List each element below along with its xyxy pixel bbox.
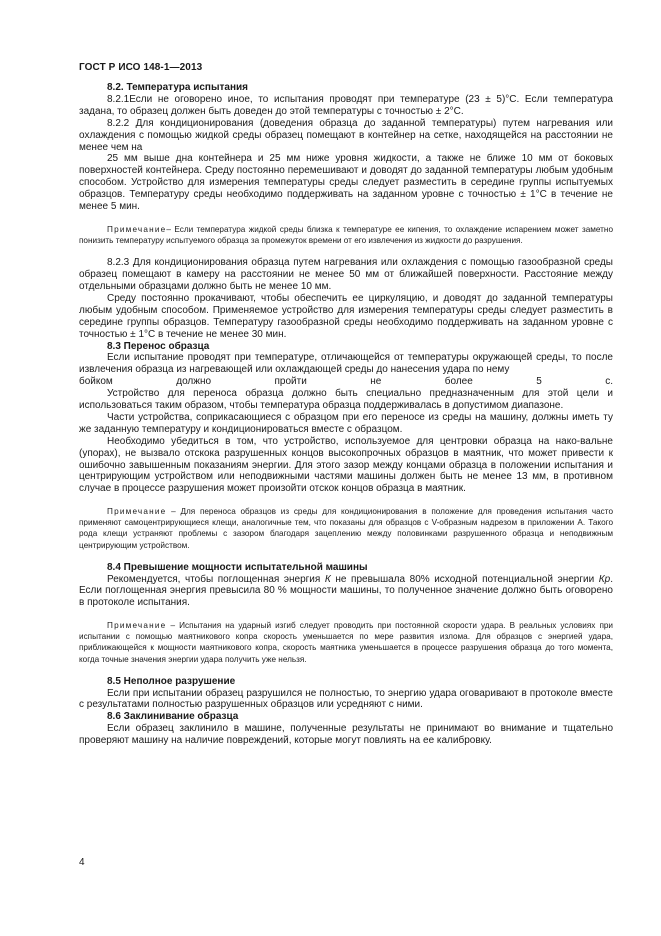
text-run: . Если поглощенная энергия превысила 80 % мощности машины, то полученное значение должно быть оговорено в протоколе испытания. bbox=[79, 573, 613, 609]
document-body bbox=[79, 82, 613, 747]
note-label: Примечание bbox=[107, 507, 167, 517]
word: с. bbox=[605, 376, 613, 388]
note-text: – Испытания на ударный изгиб следует проводить при постоянной скорости удара. В реальных условиях при испытании с помощью маятникового копра скорость уменьшается по мере развития излома. Для образцов с энергией удара, приближающейся к мощности маятникового копра, скорость маятника уменьшается в процессе разрушения образца до того момента, когда точные значения энергии удара получить уже нельзя. bbox=[79, 621, 613, 664]
word: 5 bbox=[536, 376, 542, 388]
note-8-3 bbox=[79, 506, 613, 550]
symbol-k: К bbox=[324, 573, 331, 585]
section-heading-8-5: 8.5 Неполное разрушение bbox=[107, 675, 236, 687]
paragraph-8-3-4: Необходимо убедиться в том, что устройство, используемое для центровки образца на нако-вальне (упорах), не вызвало отскока разрушенных концов высокопрочных образцов в маятник, что может привести к ошибочно завышенным показаниям энергии. Для этого зазор между концами образца в положении испытания и центрирующим устройством или неподвижными частями машины должен быть не менее 13 мм, в противном случае в процессе разрушения может произойти отскок концов образца в маятник. bbox=[79, 435, 613, 495]
word: должно bbox=[176, 376, 212, 388]
word: более bbox=[444, 376, 473, 388]
page-number: 4 bbox=[79, 857, 85, 868]
section-heading-8-4: 8.4 Превышение мощности испытательной машины bbox=[107, 561, 368, 573]
word: не bbox=[370, 376, 382, 388]
paragraph-8-2-2-cont: 25 мм выше дна контейнера и 25 мм ниже уровня жидкости, а также не ближе 10 мм от боковых поверхностей контейнера. Среду постоянно перемешивают и доводят до заданной температуры любым удобным способом. Устройство для измерения температуры среды следует разместить в середине группы испытуемых образцов. Температуру среды необходимо поддерживать на заданном уровне с точностью ± 1°С в течение не менее 5 мин. bbox=[79, 153, 613, 213]
paragraph-8-4-1 bbox=[79, 574, 613, 610]
paragraph-8-6-1: Если образец заклинило в машине, полученные результаты не принимают во внимание и тщательно проверяют машину на наличие повреждений, которые могут повлиять на ее калибровку. bbox=[79, 723, 613, 747]
note-label: Примечание bbox=[107, 621, 167, 631]
text-run: Рекомендуется, чтобы поглощенная энергия bbox=[107, 573, 325, 585]
note-8-2 bbox=[79, 224, 613, 246]
section-heading-8-3: 8.3 Перенос образца bbox=[107, 340, 210, 352]
note-label: Примечание bbox=[107, 224, 167, 234]
paragraph-8-2-3: 8.2.3 Для кондиционирования образца путем нагревания или охлаждения с помощью газообразной среды образец помещают в камеру на расстоянии не менее 50 мм от ближайшей поверхности. Расстояние между отдельными образцами должно быть не менее 10 мм. bbox=[79, 257, 613, 292]
note-text: – Для переноса образцов из среды для кондиционирования в положение для проведения испытания часто применяют самоцентрирующиеся клещи, аналогичные тем, что показаны для образцов с V-образным надрезом в приложении А. Такого рода клещи устраняют проблемы с зазором благодаря зацеплению между половинками разрушенного образца и неподвижным центрирующим устройством. bbox=[79, 507, 613, 550]
paragraph-8-2-3-cont: Среду постоянно прокачивают, чтобы обеспечить ее циркуляцию, и доводят до заданной температуры любым удобным способом. Применяемое устройство для измерения температуры среды следует разместить в середине группы образцов. Температуру газообразной среды необходимо поддерживать на заданном уровне с точностью ± 1°С в течение не менее 30 мин. bbox=[79, 292, 613, 340]
word: бойком bbox=[79, 376, 113, 388]
paragraph-8-3-2: Устройство для переноса образца должно быть специально предназначенным для этой цели и использоваться таким образом, чтобы температура образца поддерживалась в допустимом диапазоне. bbox=[79, 388, 613, 412]
word: пройти bbox=[274, 376, 307, 388]
spread-line bbox=[79, 376, 613, 388]
text-run: не превышала 80% исходной потенциальной энергии bbox=[330, 573, 599, 585]
paragraph-8-3-3: Части устройства, соприкасающиеся с образцом при его переносе из среды на машину, должны иметь ту же заданную температуру и кондиционироваться вместе с образцом. bbox=[79, 411, 613, 435]
section-heading-8-2: 8.2. Температура испытания bbox=[107, 82, 248, 93]
symbol-kp: Кр bbox=[598, 573, 611, 585]
section-heading-8-6: 8.6 Заклинивание образца bbox=[107, 711, 239, 723]
paragraph-8-2-2: 8.2.2 Для кондиционирования (доведения образца до заданной температуры) путем нагревания или охлаждения с помощью жидкой среды образец помещают в контейнер на сетке, находящейся на расстоянии не менее чем на bbox=[79, 117, 613, 153]
paragraph-8-2-1: 8.2.1Если не оговорено иное, то испытания проводят при температуре (23 ± 5)°С. Если температура задана, то образец должен быть доведен до этой температуры с точностью ± 2°С. bbox=[79, 93, 613, 117]
paragraph-8-3-1: Если испытание проводят при температуре, отличающейся от температуры окружающей среды, то после извлечения образца из нагревающей или охлаждающей среды до нанесения удара по нему bbox=[79, 352, 613, 376]
paragraph-8-5-1: Если при испытании образец разрушился не полностью, то энергию удара оговаривают в протоколе вместе с результатами полностью разрушенных образцов или усредняют с ними. bbox=[79, 687, 613, 711]
running-header: ГОСТ Р ИСО 148-1—2013 bbox=[79, 62, 203, 73]
note-8-4 bbox=[79, 620, 613, 664]
note-text: – Если температура жидкой среды близка к температуре ее кипения, то охлаждение испарением может заметно понизить температуру испытуемого образца за промежуток времени от его извлечения из жидкости до разрушения. bbox=[79, 224, 613, 246]
